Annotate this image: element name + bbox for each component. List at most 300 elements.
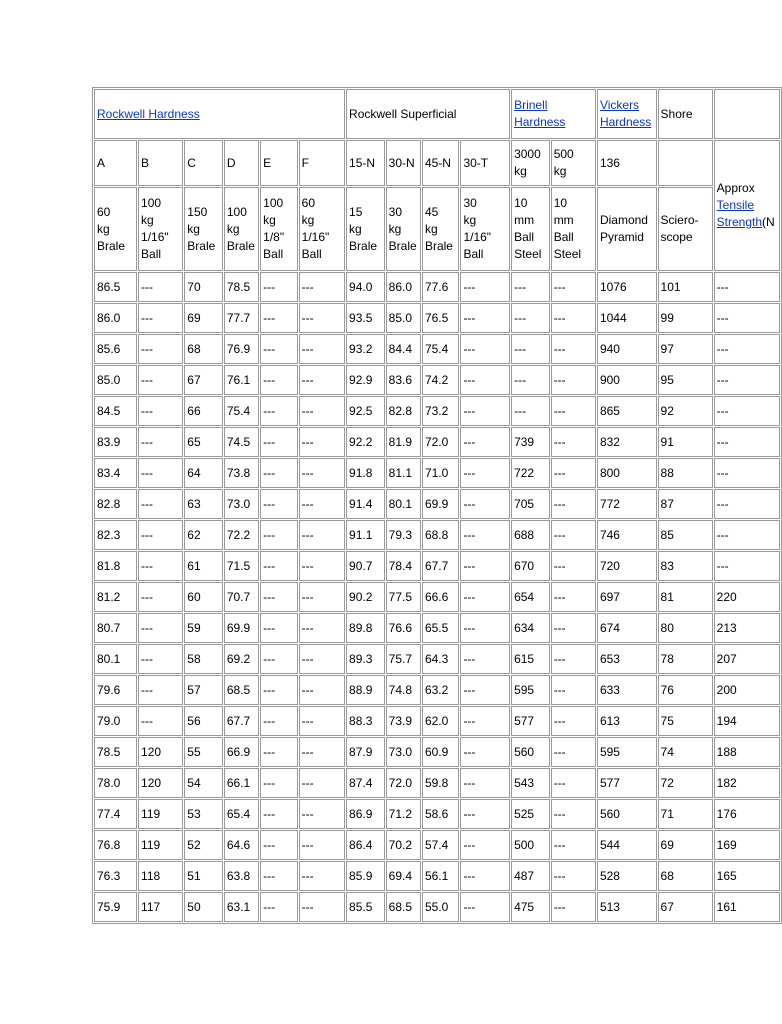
table-cell: 194 [714, 706, 780, 736]
table-cell: --- [299, 799, 345, 829]
table-cell: --- [551, 303, 596, 333]
header-group-row [94, 89, 780, 139]
table-cell: 67.7 [224, 706, 259, 736]
table-row [94, 892, 780, 922]
rockwell-superficial-header: Rockwell Superficial [346, 89, 510, 139]
table-cell: --- [299, 551, 345, 581]
table-cell: --- [299, 520, 345, 550]
table-cell: --- [260, 334, 298, 364]
table-cell: 82.8 [94, 489, 137, 519]
table-cell: 88.3 [346, 706, 385, 736]
table-cell: --- [138, 489, 183, 519]
table-cell: 56.1 [422, 861, 460, 891]
table-row [94, 613, 780, 643]
table-cell: 81.1 [386, 458, 421, 488]
table-cell: 513 [597, 892, 657, 922]
table-cell: --- [714, 458, 780, 488]
table-cell: 65 [184, 427, 223, 457]
table-cell: 62.0 [422, 706, 460, 736]
table-cell: 577 [597, 768, 657, 798]
table-row [94, 427, 780, 457]
table-cell: --- [511, 365, 550, 395]
table-cell: 74 [658, 737, 713, 767]
table-cell: --- [260, 489, 298, 519]
table-cell: 69.2 [224, 644, 259, 674]
table-cell: 165 [714, 861, 780, 891]
table-row [94, 489, 780, 519]
table-cell: --- [551, 365, 596, 395]
scale-header: 15-N [346, 140, 385, 186]
hardness-conversion-table [92, 87, 782, 924]
table-cell: --- [551, 489, 596, 519]
table-cell: 91.4 [346, 489, 385, 519]
table-cell: 200 [714, 675, 780, 705]
table-cell: --- [460, 706, 510, 736]
table-cell: --- [551, 582, 596, 612]
tensile-blank-header [714, 89, 780, 139]
table-row [94, 396, 780, 426]
scale-header: B [138, 140, 183, 186]
shore-scale-blank [658, 140, 713, 186]
table-cell: --- [511, 272, 550, 302]
table-cell: 76.9 [224, 334, 259, 364]
table-cell: --- [551, 644, 596, 674]
table-cell: 80.7 [94, 613, 137, 643]
table-cell: --- [138, 365, 183, 395]
table-cell: 674 [597, 613, 657, 643]
table-cell: --- [460, 334, 510, 364]
table-cell: 77.4 [94, 799, 137, 829]
table-cell: --- [299, 737, 345, 767]
table-cell: --- [260, 799, 298, 829]
table-cell: 59 [184, 613, 223, 643]
table-cell: --- [260, 644, 298, 674]
table-cell: 90.7 [346, 551, 385, 581]
table-cell: --- [714, 489, 780, 519]
table-cell: 85.9 [346, 861, 385, 891]
table-row [94, 520, 780, 550]
table-cell: 86.0 [94, 303, 137, 333]
table-row [94, 737, 780, 767]
table-cell: 87.4 [346, 768, 385, 798]
scale-header: 500 kg [551, 140, 596, 186]
table-cell: 70.7 [224, 582, 259, 612]
table-cell: 54 [184, 768, 223, 798]
table-cell: 89.8 [346, 613, 385, 643]
table-cell: 900 [597, 365, 657, 395]
table-cell: 71.2 [386, 799, 421, 829]
table-cell: 595 [597, 737, 657, 767]
table-cell: 72.0 [422, 427, 460, 457]
table-cell: 72.0 [386, 768, 421, 798]
table-cell: 654 [511, 582, 550, 612]
table-cell: --- [260, 768, 298, 798]
load-header: 10 mm Ball Steel [511, 187, 550, 271]
table-cell: 176 [714, 799, 780, 829]
table-cell: --- [460, 427, 510, 457]
brinell-hardness-link[interactable]: Brinell Hardness [511, 89, 596, 139]
table-cell: 634 [511, 613, 550, 643]
table-cell: 71 [658, 799, 713, 829]
table-cell: 50 [184, 892, 223, 922]
table-row [94, 675, 780, 705]
table-cell: 70 [184, 272, 223, 302]
scale-header: 30-N [386, 140, 421, 186]
table-cell: 79.0 [94, 706, 137, 736]
table-cell: 68.8 [422, 520, 460, 550]
table-cell: 85.0 [94, 365, 137, 395]
table-cell: 79.6 [94, 675, 137, 705]
table-cell: 63 [184, 489, 223, 519]
scale-header: F [299, 140, 345, 186]
table-cell: 77.6 [422, 272, 460, 302]
table-cell: --- [138, 272, 183, 302]
table-cell: 81.9 [386, 427, 421, 457]
table-cell: 78 [658, 644, 713, 674]
table-cell: --- [260, 551, 298, 581]
table-cell: 560 [597, 799, 657, 829]
table-cell: 93.2 [346, 334, 385, 364]
table-cell: --- [260, 272, 298, 302]
table-cell: --- [299, 644, 345, 674]
table-cell: 633 [597, 675, 657, 705]
table-cell: --- [551, 768, 596, 798]
table-cell: --- [299, 396, 345, 426]
table-cell: 207 [714, 644, 780, 674]
table-cell: 57 [184, 675, 223, 705]
table-cell: --- [138, 613, 183, 643]
table-cell: --- [714, 334, 780, 364]
scale-header: 45-N [422, 140, 460, 186]
table-cell: 63.8 [224, 861, 259, 891]
vickers-hardness-link[interactable]: Vickers Hardness [597, 89, 657, 139]
scale-header: 136 [597, 140, 657, 186]
table-cell: 85.0 [386, 303, 421, 333]
table-cell: 57.4 [422, 830, 460, 860]
table-cell: 120 [138, 768, 183, 798]
table-cell: 76.5 [422, 303, 460, 333]
table-cell: 63.2 [422, 675, 460, 705]
table-cell: 739 [511, 427, 550, 457]
table-cell: --- [299, 861, 345, 891]
table-cell: 83 [658, 551, 713, 581]
table-cell: 86.5 [94, 272, 137, 302]
table-cell: 55 [184, 737, 223, 767]
table-cell: --- [551, 613, 596, 643]
scale-header: 30-T [460, 140, 510, 186]
table-cell: --- [551, 551, 596, 581]
table-cell: --- [299, 675, 345, 705]
table-cell: --- [138, 706, 183, 736]
table-cell: 67 [658, 892, 713, 922]
table-cell: 99 [658, 303, 713, 333]
table-cell: --- [138, 520, 183, 550]
table-cell: 78.4 [386, 551, 421, 581]
table-cell: 76.3 [94, 861, 137, 891]
table-cell: 63.1 [224, 892, 259, 922]
table-cell: 1044 [597, 303, 657, 333]
table-cell: --- [299, 768, 345, 798]
table-cell: 188 [714, 737, 780, 767]
table-cell: 52 [184, 830, 223, 860]
table-cell: --- [460, 675, 510, 705]
table-body [94, 272, 780, 922]
table-cell: 85 [658, 520, 713, 550]
table-cell: --- [551, 892, 596, 922]
table-cell: 865 [597, 396, 657, 426]
table-cell: 525 [511, 799, 550, 829]
table-cell: --- [460, 582, 510, 612]
tensile-unit: (N [762, 215, 775, 229]
table-cell: --- [714, 272, 780, 302]
table-cell: 68 [184, 334, 223, 364]
load-header: 60 kg 1/16" Ball [299, 187, 345, 271]
table-cell: 81 [658, 582, 713, 612]
table-cell: --- [138, 582, 183, 612]
table-cell: 595 [511, 675, 550, 705]
table-cell: 83.4 [94, 458, 137, 488]
table-cell: 64 [184, 458, 223, 488]
table-cell: 69.9 [422, 489, 460, 519]
table-cell: 182 [714, 768, 780, 798]
table-cell: 79.3 [386, 520, 421, 550]
rockwell-hardness-link[interactable]: Rockwell Hardness [94, 89, 345, 139]
table-cell: 73.0 [224, 489, 259, 519]
table-cell: 68.5 [224, 675, 259, 705]
table-cell: --- [460, 489, 510, 519]
table-cell: --- [260, 427, 298, 457]
table-row [94, 799, 780, 829]
table-cell: 117 [138, 892, 183, 922]
table-cell: 66.9 [224, 737, 259, 767]
table-cell: --- [260, 582, 298, 612]
table-cell: 88 [658, 458, 713, 488]
table-cell: 58.6 [422, 799, 460, 829]
table-cell: 94.0 [346, 272, 385, 302]
table-cell: 69 [658, 830, 713, 860]
table-cell: 800 [597, 458, 657, 488]
table-cell: --- [551, 799, 596, 829]
load-header: 100 kg 1/8" Ball [260, 187, 298, 271]
load-header: 150 kg Brale [184, 187, 223, 271]
table-cell: 90.2 [346, 582, 385, 612]
table-cell: 560 [511, 737, 550, 767]
table-cell: 118 [138, 861, 183, 891]
table-cell: 67 [184, 365, 223, 395]
table-cell: 615 [511, 644, 550, 674]
table-cell: --- [299, 303, 345, 333]
table-cell: 77.7 [224, 303, 259, 333]
table-cell: --- [299, 489, 345, 519]
table-cell: 722 [511, 458, 550, 488]
table-cell: --- [299, 458, 345, 488]
table-cell: 81.2 [94, 582, 137, 612]
table-cell: 169 [714, 830, 780, 860]
table-cell: --- [551, 458, 596, 488]
table-cell: 91.1 [346, 520, 385, 550]
table-cell: --- [460, 830, 510, 860]
tensile-strength-link[interactable]: Tensile Strength [716, 198, 763, 229]
table-cell: 93.5 [346, 303, 385, 333]
load-header: 15 kg Brale [346, 187, 385, 271]
table-cell: --- [714, 551, 780, 581]
table-cell: 60.9 [422, 737, 460, 767]
table-cell: 91.8 [346, 458, 385, 488]
table-cell: 82.3 [94, 520, 137, 550]
load-header: 100 kg 1/16" Ball [138, 187, 183, 271]
table-cell: 475 [511, 892, 550, 922]
scale-header: A [94, 140, 137, 186]
table-cell: 76 [658, 675, 713, 705]
table-row [94, 861, 780, 891]
table-cell: --- [551, 272, 596, 302]
table-cell: 697 [597, 582, 657, 612]
table-cell: 688 [511, 520, 550, 550]
table-cell: 75.4 [422, 334, 460, 364]
table-cell: 60 [184, 582, 223, 612]
table-cell: 83.9 [94, 427, 137, 457]
table-cell: --- [299, 427, 345, 457]
table-cell: 69.9 [224, 613, 259, 643]
table-cell: --- [551, 737, 596, 767]
table-cell: --- [260, 613, 298, 643]
table-cell: --- [460, 768, 510, 798]
load-header: 60 kg Brale [94, 187, 137, 271]
table-cell: --- [138, 396, 183, 426]
table-cell: 62 [184, 520, 223, 550]
table-cell: --- [299, 892, 345, 922]
table-cell: --- [460, 272, 510, 302]
table-cell: --- [138, 458, 183, 488]
table-cell: --- [299, 830, 345, 860]
table-cell: --- [714, 520, 780, 550]
table-cell: --- [299, 582, 345, 612]
table-cell: 95 [658, 365, 713, 395]
scale-header: E [260, 140, 298, 186]
table-cell: 70.2 [386, 830, 421, 860]
table-cell: --- [460, 365, 510, 395]
table-cell: --- [460, 892, 510, 922]
table-cell: 577 [511, 706, 550, 736]
scale-header: D [224, 140, 259, 186]
table-cell: 73.8 [224, 458, 259, 488]
load-header: 30 kg 1/16" Ball [460, 187, 510, 271]
table-cell: 67.7 [422, 551, 460, 581]
table-cell: --- [551, 706, 596, 736]
table-cell: 72.2 [224, 520, 259, 550]
table-cell: 544 [597, 830, 657, 860]
table-cell: 81.8 [94, 551, 137, 581]
table-cell: 119 [138, 799, 183, 829]
table-row [94, 644, 780, 674]
table-cell: 746 [597, 520, 657, 550]
table-cell: 69.4 [386, 861, 421, 891]
table-cell: 213 [714, 613, 780, 643]
table-cell: --- [714, 427, 780, 457]
table-cell: --- [260, 861, 298, 891]
table-cell: --- [460, 737, 510, 767]
table-cell: --- [511, 334, 550, 364]
table-cell: --- [460, 613, 510, 643]
table-cell: --- [260, 458, 298, 488]
table-cell: --- [551, 520, 596, 550]
table-cell: 76.8 [94, 830, 137, 860]
table-cell: 75 [658, 706, 713, 736]
shore-header: Shore [658, 89, 713, 139]
table-cell: 64.3 [422, 644, 460, 674]
scale-header-row [94, 140, 780, 186]
table-cell: 84.5 [94, 396, 137, 426]
table-cell: 71.5 [224, 551, 259, 581]
table-cell: --- [551, 396, 596, 426]
table-cell: --- [138, 303, 183, 333]
table-cell: --- [138, 644, 183, 674]
table-row [94, 303, 780, 333]
table-row [94, 551, 780, 581]
table-cell: 73.0 [386, 737, 421, 767]
table-cell: 71.0 [422, 458, 460, 488]
table-cell: 65.5 [422, 613, 460, 643]
table-cell: --- [260, 892, 298, 922]
table-cell: 78.5 [224, 272, 259, 302]
table-cell: 487 [511, 861, 550, 891]
table-cell: 670 [511, 551, 550, 581]
table-cell: 65.4 [224, 799, 259, 829]
table-cell: 92.5 [346, 396, 385, 426]
table-cell: 119 [138, 830, 183, 860]
table-cell: 82.8 [386, 396, 421, 426]
table-cell: 87.9 [346, 737, 385, 767]
table-cell: --- [260, 706, 298, 736]
table-cell: 85.6 [94, 334, 137, 364]
table-cell: --- [460, 799, 510, 829]
table-cell: 92 [658, 396, 713, 426]
table-cell: 86.9 [346, 799, 385, 829]
table-cell: --- [551, 675, 596, 705]
table-cell: 73.2 [422, 396, 460, 426]
table-cell: --- [511, 303, 550, 333]
table-cell: --- [551, 861, 596, 891]
table-row [94, 458, 780, 488]
tensile-prefix: Approx [716, 181, 755, 195]
tensile-strength-header [714, 140, 780, 271]
table-row [94, 365, 780, 395]
load-header-row [94, 187, 780, 271]
table-cell: --- [299, 334, 345, 364]
table-cell: --- [299, 272, 345, 302]
table-cell: 543 [511, 768, 550, 798]
table-cell: 66.1 [224, 768, 259, 798]
table-cell: --- [138, 427, 183, 457]
table-cell: 78.0 [94, 768, 137, 798]
table-cell: 66 [184, 396, 223, 426]
table-cell: 74.8 [386, 675, 421, 705]
table-cell: 101 [658, 272, 713, 302]
table-row [94, 334, 780, 364]
table-cell: 59.8 [422, 768, 460, 798]
table-cell: 77.5 [386, 582, 421, 612]
table-row [94, 768, 780, 798]
table-cell: 528 [597, 861, 657, 891]
load-header: 10 mm Ball Steel [551, 187, 596, 271]
table-cell: --- [511, 396, 550, 426]
table-cell: 80.1 [94, 644, 137, 674]
table-cell: --- [460, 551, 510, 581]
table-cell: 772 [597, 489, 657, 519]
table-cell: --- [138, 675, 183, 705]
load-header: 30 kg Brale [386, 187, 421, 271]
table-cell: --- [260, 303, 298, 333]
